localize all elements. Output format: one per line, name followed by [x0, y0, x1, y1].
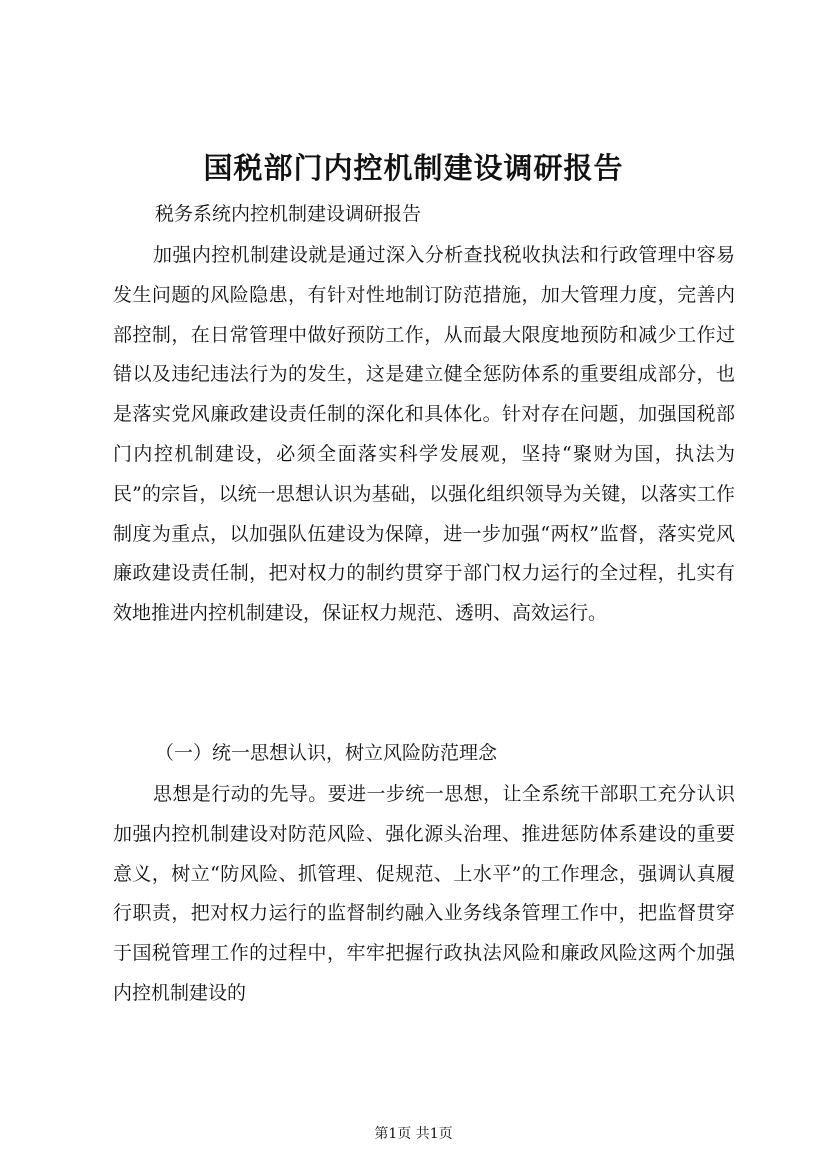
body-paragraph-2: 思想是行动的先导。要进一步统一思想，让全系统干部职工充分认识加强内控机制建设对防范风险、强化源头治理、推进惩防体系建设的重要意义，树立“防风险、抓管理、促规范、上水平”的工作理念，强调认真履行职责，把对权力运行的监督制约融入业务线条管理工作中，把监督贯穿于国税管理工作的过程中，牢牢把握行政执法风险和廉政风险这两个加强内控机制建设的 [113, 783, 735, 1004]
page-footer: 第1页 共1页 [374, 1126, 453, 1142]
document-title: 国税部门内控机制建设调研报告 [203, 151, 624, 185]
section-heading: （一）统一思想认识，树立风险防范理念 [155, 742, 498, 764]
body-paragraph-1: 加强内控机制建设就是通过深入分析查找税收执法和行政管理中容易发生问题的风险隐患，有针对性地制订防范措施，加大管理力度，完善内部控制，在日常管理中做好预防工作，从而最大限度地预防和减少工作过错以及违纪违法行为的发生，这是建立健全惩防体系的重要组成部分，也是落实党风廉政建设责任制的深化和具体化。针对存在问题，加强国税部门内控机制建设，必须全面落实科学发展观，坚持“聚财为国，执法为民”的宗旨，以统一思想认识为基础，以强化组织领导为关键，以落实工作制度为重点，以加强队伍建设为保障，进一步加强“两权”监督，落实党风廉政建设责任制，把对权力的制约贯穿于部门权力运行的全过程，扎实有效地推进内控机制建设，保证权力规范、透明、高效运行。 [113, 244, 735, 625]
document-subtitle: 税务系统内控机制建设调研报告 [155, 203, 422, 225]
